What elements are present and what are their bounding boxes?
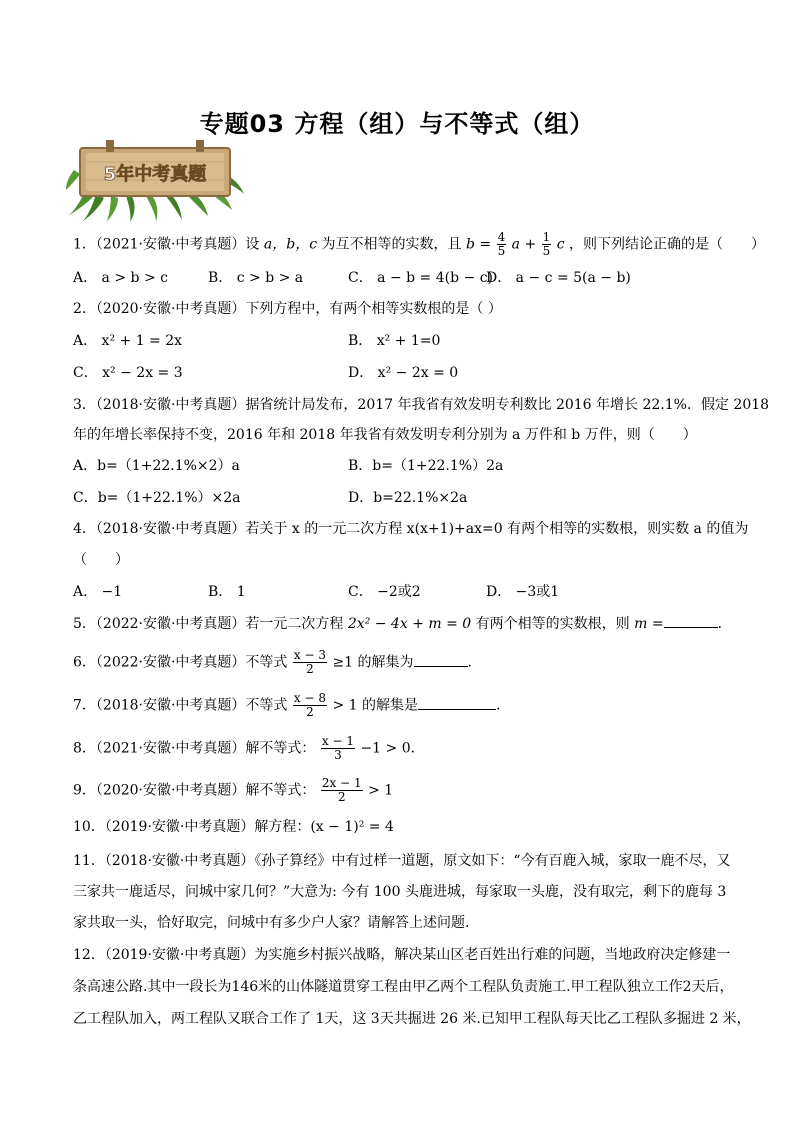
option-d[interactable]: D． x² − 2x = 0 [348, 365, 459, 381]
answer-blank[interactable] [418, 695, 496, 710]
question-1: 1．（2021·安徽·中考真题）设 a，b，c 为互不相等的实数，且 b = $\frac{4}{5}$ a + $\frac{1}{5}$ c ，则下列结论正确的是（ ） [73, 230, 766, 258]
question-12-line-1: 12．（2019·安徽·中考真题）为实施乡村振兴战略，解决某山区老百姓出行难的问题，当地政府决定修建一 [73, 947, 731, 963]
option-b[interactable]: B．b=（1+22.1%）2a [348, 458, 504, 474]
option-d[interactable]: D． a − c = 5(a − b) [486, 270, 631, 286]
question-7: 7．（2018·安徽·中考真题）不等式 $\frac{x - 8}{2}$ > 1 的解集是 . [73, 691, 501, 719]
page-title: 专题03 方程（组）与不等式（组） [199, 110, 595, 138]
option-b[interactable]: B． c > b > a [208, 270, 304, 286]
answer-blank[interactable] [414, 652, 468, 667]
option-d[interactable]: D． −3或1 [486, 584, 560, 600]
fraction: $\frac{x - 1}{3}$ [321, 734, 354, 762]
option-d[interactable]: D．b=22.1%×2a [348, 490, 468, 506]
section-badge [66, 140, 244, 222]
badge-text: 5年中考真题 [103, 164, 207, 185]
question-10: 10．（2019·安徽·中考真题）解方程：(x − 1)² = 4 [73, 819, 394, 835]
option-a[interactable]: A．b=（1+22.1%×2）a [73, 458, 240, 474]
option-c[interactable]: C． a − b = 4(b − c) [348, 270, 493, 286]
question-12-line-3: 乙工程队加入，两工程队又联合工作了 1天，这 3天共掘进 26 米.已知甲工程队每天比乙工程队多掘进 2 米， [73, 1011, 751, 1027]
option-b[interactable]: B． 1 [208, 584, 246, 600]
option-c[interactable]: C． x² − 2x = 3 [73, 365, 183, 381]
question-12-line-2: 条高速公路.其中一段长为146米的山体隧道贯穿工程由甲乙两个工程队负责施工.甲工程队独立工作2天后， [73, 979, 734, 995]
question-11-line-3: 家共取一头，恰好取完，问城中有多少户人家？请解答上述问题. [73, 915, 470, 931]
question-4-line-2: （ ） [73, 552, 129, 568]
fraction: $\frac{x - 3}{2}$ [293, 648, 326, 676]
option-c[interactable]: C． −2或2 [348, 584, 421, 600]
fraction: $\frac{4}{5}$ [497, 230, 506, 258]
question-8: 8．（2021·安徽·中考真题）解不等式： $\frac{x - 1}{3}$ −1 > 0． [73, 734, 425, 762]
question-3-line-2: 年的年增长率保持不变，2016 年和 2018 年我省有效发明专利分别为 a 万件和 b 万件，则（ ） [73, 427, 697, 443]
fraction: $\frac{2x - 1}{2}$ [321, 776, 362, 804]
fraction: $\frac{x - 8}{2}$ [293, 691, 326, 719]
option-a[interactable]: A． x² + 1 = 2x [73, 333, 183, 349]
answer-blank[interactable] [664, 613, 718, 628]
question-11-line-2: 三家共一鹿适尽，问城中家几何？”大意为: 今有 100 头鹿进城，每家取一头鹿，没有取完，剩下的鹿每 3 [73, 884, 727, 900]
question-2: 2．（2020·安徽·中考真题）下列方程中，有两个相等实数根的是（ ） [73, 301, 502, 317]
question-5: 5．（2022·安徽·中考真题）若一元二次方程 2x² − 4x + m = 0 有两个相等的实数根，则 m = ． [73, 613, 732, 634]
option-a[interactable]: A． −1 [73, 584, 123, 600]
fraction: $\frac{1}{5}$ [542, 230, 551, 258]
question-6: 6．（2022·安徽·中考真题）不等式 $\frac{x - 3}{2}$ ≥1 的解集为 ． [73, 648, 482, 676]
option-c[interactable]: C．b=（1+22.1%）×2a [73, 490, 241, 506]
question-4-line-1: 4．（2018·安徽·中考真题）若关于 x 的一元二次方程 x(x+1)+ax=0 有两个相等的实数根，则实数 a 的值为 [73, 521, 749, 537]
question-9: 9．（2020·安徽·中考真题）解不等式： $\frac{2x - 1}{2}$ > 1 [73, 776, 394, 804]
question-11-line-1: 11．（2018·安徽·中考真题）《孙子算经》中有过样一道题，原文如下：“今有百鹿入城，家取一鹿不尽，又 [73, 853, 731, 869]
option-b[interactable]: B． x² + 1=0 [348, 333, 441, 349]
option-a[interactable]: A． a > b > c [73, 270, 168, 286]
question-3-line-1: 3．（2018·安徽·中考真题）据省统计局发布，2017 年我省有效发明专利数比 2016 年增长 22.1%．假定 2018 [73, 397, 770, 413]
